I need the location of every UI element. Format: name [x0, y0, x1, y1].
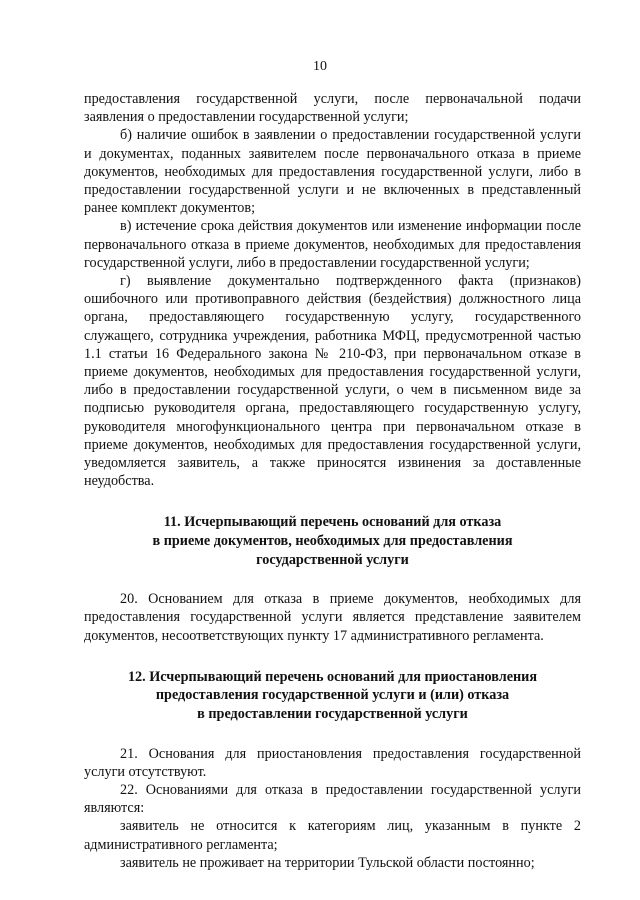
section-12-heading-line-1: 12. Исчерпывающий перечень оснований для приостановления — [127, 668, 538, 685]
paragraph-item-v: в) истечение срока действия документов или изменение информации после первоначального отказа в приеме документов, необходимых для предоставления государственной услуги, либо в предоставлении государственной услуги; — [84, 218, 581, 271]
paragraph-item-g: г) выявление документально подтвержденного факта (признаков) ошибочного или противоправного действия (бездействия) должностного лица органа, предоставляющего государственную услугу, государственного служащего, сотрудника учреждения, работника МФЦ, предусмотренной частью 1.1 статьи 16 Федерального закона № 210-ФЗ, при первоначальном отказе в приеме документов, необходимых для предоставления государственной услуги, либо в предоставлении государственной услуги, о чем в письменном виде за подписью руководителя органа, предоставляющего государственную услугу, руководителя многофункционального центра при первоначальном отказе в приеме документов, необходимых для предоставления государственной услуги, уведомляется заявитель, а также приносятся извинения за доставленные неудобства. — [84, 273, 581, 490]
paragraph-21: 21. Основания для приостановления предоставления государственной услуги отсутствуют. — [84, 745, 581, 780]
section-11-heading-line-3: государственной услуги — [256, 551, 409, 568]
paragraph-item-b: б) наличие ошибок в заявлении о предоставлении государственной услуги и документах, поданных заявителем после первоначального отказа в приеме документов, необходимых для предоставления государственной услуги, либо в предоставлении государственной услуги и не включенных в представленный ранее комплект документов; — [84, 127, 581, 217]
section-11-heading-line-1: 11. Исчерпывающий перечень оснований для отказа — [163, 514, 502, 531]
section-11-heading — [84, 513, 581, 569]
paragraph-22-ground-2: заявитель не проживает на территории Тульской области постоянно; — [120, 854, 535, 871]
paragraph-22: 22. Основаниями для отказа в предоставлении государственной услуги являются: — [84, 782, 581, 817]
page-number: 10 — [313, 59, 327, 74]
section-12-heading-line-3: в предоставлении государственной услуги — [197, 706, 468, 723]
paragraph-20: 20. Основанием для отказа в приеме документов, необходимых для предоставления государственной услуги является представление заявителем документов, несоответствующих пункту 17 административного регламента. — [84, 591, 581, 644]
section-12-heading — [84, 668, 581, 724]
document-body — [84, 90, 581, 872]
section-12-heading-line-2: предоставления государственной услуги и (или) отказа — [155, 687, 510, 704]
paragraph-22-ground-1: заявитель не относится к категориям лиц, указанным в пункте 2 административного регламента; — [84, 818, 581, 853]
section-11-heading-line-2: в приеме документов, необходимых для предоставления — [152, 533, 513, 550]
paragraph-continuation: предоставления государственной услуги, после первоначальной подачи заявления о предоставлении государственной услуги; — [84, 91, 581, 126]
